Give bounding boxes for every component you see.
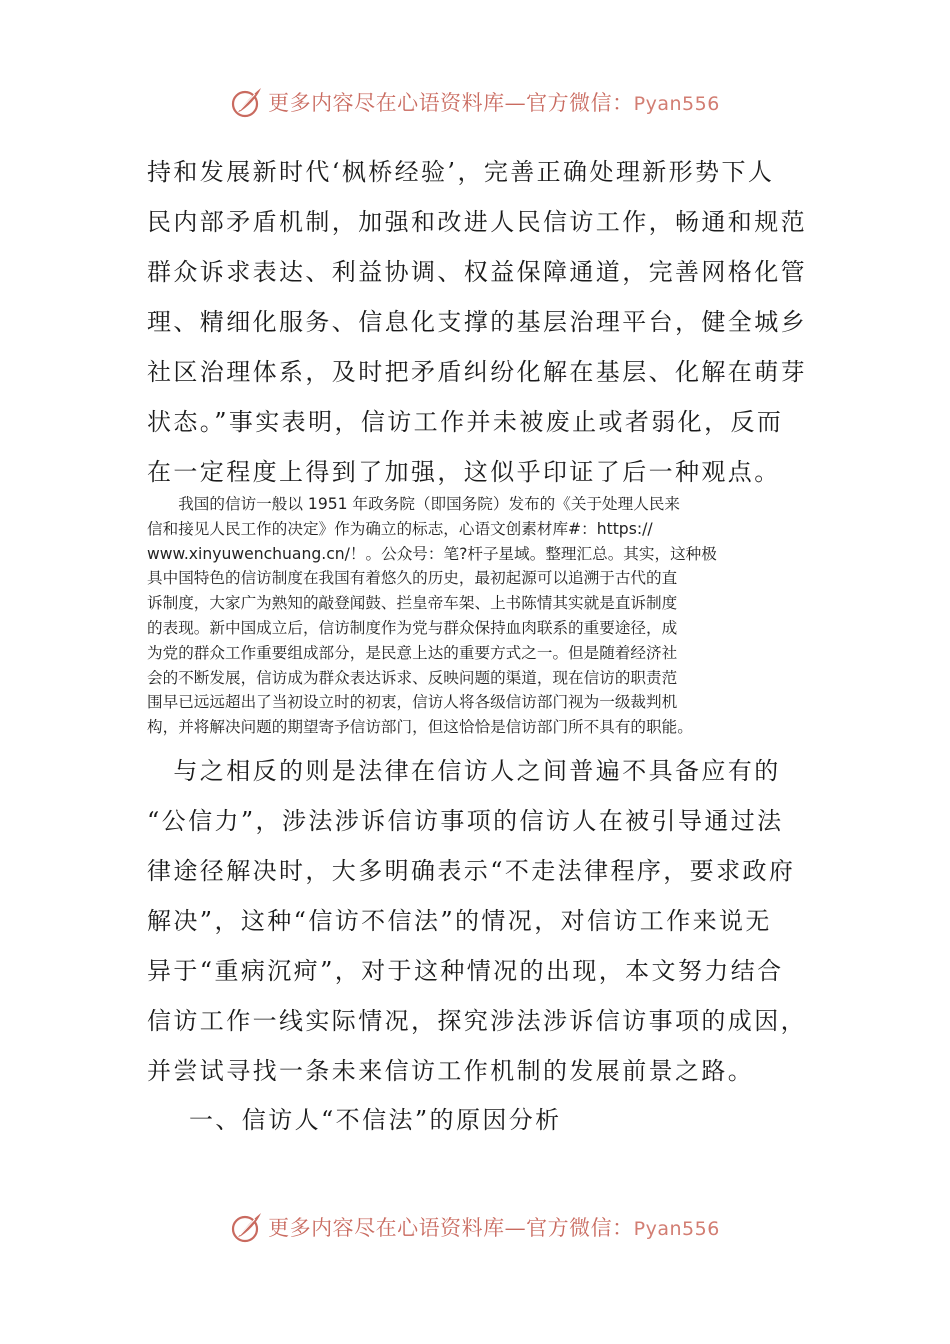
text-line: 构，并将解决问题的期望寄予信访部门，但这恰恰是信访部门所不具有的职能。 (147, 718, 693, 737)
body-paragraph-1 (147, 147, 807, 497)
text-line: 会的不断发展，信访成为群众表达诉求、反映问题的渠道，现在信访的职责范 (147, 668, 678, 687)
watermark-text: 更多内容尽在心语资料库—官方微信： (268, 1216, 634, 1240)
text-line: 我国的信访一般以 1951 年政务院（即国务院）发布的《关于处理人民来 (147, 495, 681, 513)
text-line: 持和发展新时代‘枫桥经验’，完善正确处理新形势下人 (147, 158, 775, 186)
text-line: 状态。”事实表明，信访工作并未被废止或者弱化，反而 (147, 408, 784, 436)
watermark-banner-bottom (0, 1207, 950, 1247)
text-line: 民内部矛盾机制，加强和改进人民信访工作，畅通和规范 (147, 208, 807, 236)
watermark-banner-top (0, 82, 950, 122)
text-line: 理、精细化服务、信息化支撑的基层治理平台，健全城乡 (147, 308, 807, 336)
text-line: 诉制度，大家广为熟知的敲登闻鼓、拦皇帝车架、上书陈情其实就是直诉制度 (147, 594, 678, 613)
body-paragraph-3 (147, 746, 807, 1096)
quill-logo-icon (230, 85, 264, 119)
text-line: 社区治理体系，及时把矛盾纠纷化解在基层、化解在萌芽 (147, 358, 807, 386)
text-line: 与之相反的则是法律在信访人之间普遍不具备应有的 (147, 757, 781, 785)
section-heading: 一、信访人“不信法”的原因分析 (189, 1106, 562, 1134)
text-line: 异于“重病沉疴”，对于这种情况的出现，本文努力结合 (147, 957, 784, 985)
text-line: 信和接见人民工作的决定》作为确立的标志，心语文创素材库#：https:// (147, 519, 653, 538)
text-line: 信访工作一线实际情况，探究涉法涉诉信访事项的成因， (147, 1007, 807, 1035)
text-line: 并尝试寻找一条未来信访工作机制的发展前景之路。 (147, 1057, 755, 1085)
quill-logo-icon (230, 1210, 264, 1244)
text-line: 为党的群众工作重要组成部分，是民意上达的重要方式之一。但是随着经济社 (147, 643, 678, 662)
text-line: 群众诉求表达、利益协调、权益保障通道，完善网格化管 (147, 258, 807, 286)
watermark-wechat-id: Pyan556 (633, 93, 720, 115)
text-line: 的表现。新中国成立后，信访制度作为党与群众保持血肉联系的重要途径，成 (147, 618, 678, 637)
text-line: “公信力”，涉法涉诉信访事项的信访人在被引导通过法 (147, 807, 784, 835)
text-line: 围早已远远超出了当初设立时的初衷，信访人将各级信访部门视为一级裁判机 (147, 693, 678, 712)
watermark-wechat-id: Pyan556 (633, 1218, 720, 1240)
text-line: 解决”，这种“信访不信法”的情况，对信访工作来说无 (147, 907, 772, 935)
watermark-text: 更多内容尽在心语资料库—官方微信： (268, 91, 634, 115)
body-paragraph-2 (147, 492, 817, 740)
text-line: 律途径解决时，大多明确表示“不走法律程序，要求政府 (147, 857, 796, 885)
text-line: 在一定程度上得到了加强，这似乎印证了后一种观点。 (147, 458, 781, 486)
text-line: www.xinyuwenchuang.cn/！。公众号：笔?杆子星域。整理汇总。其实，这种极 (147, 544, 717, 563)
text-line: 具中国特色的信访制度在我国有着悠久的历史，最初起源可以追溯于古代的直 (147, 569, 678, 588)
